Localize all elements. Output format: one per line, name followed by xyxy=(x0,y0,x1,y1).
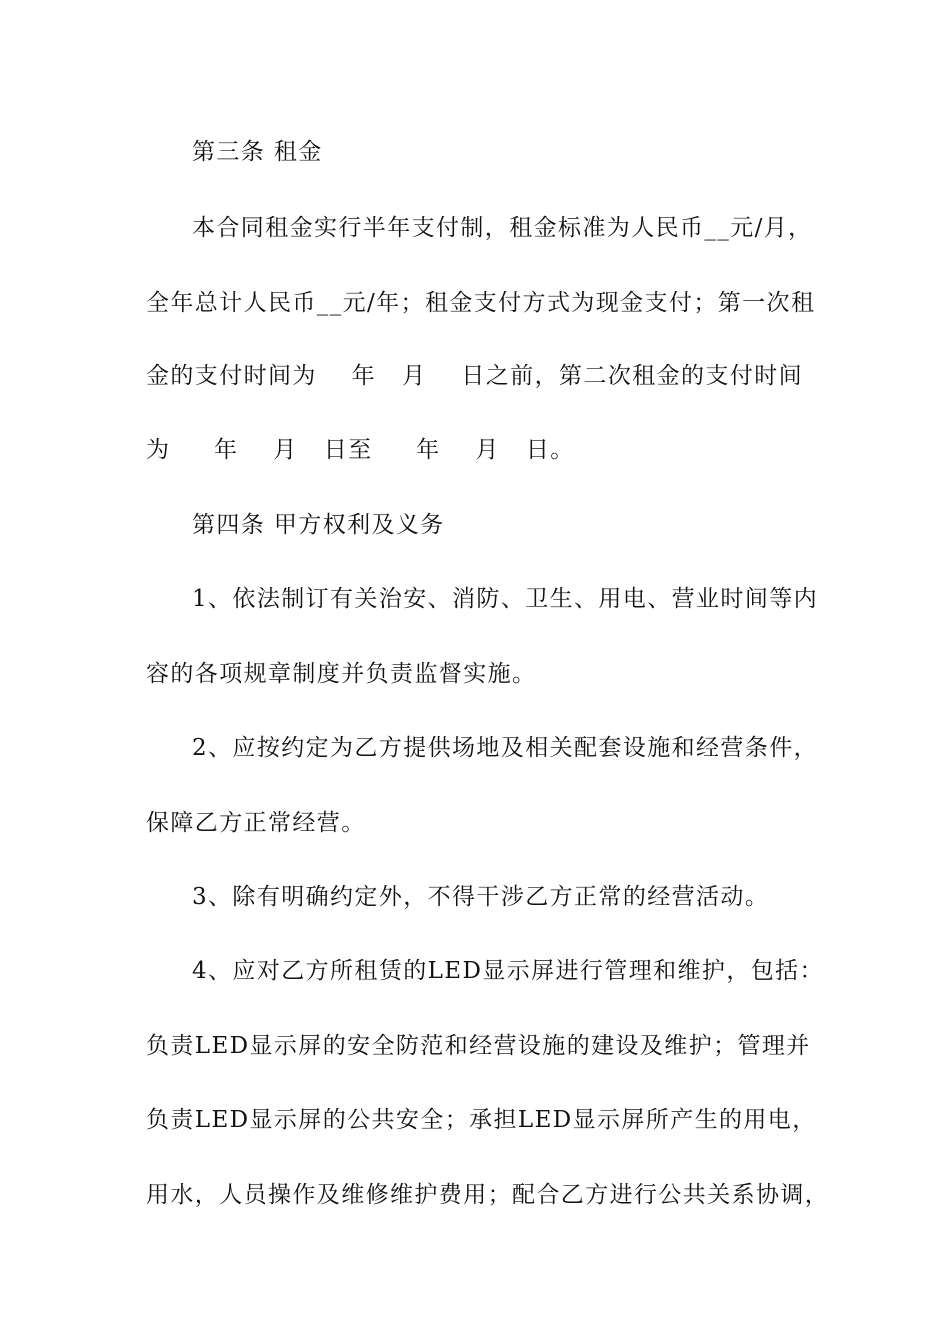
paragraph-line: 用水，人员操作及维修维护费用；配合乙方进行公共关系协调， xyxy=(146,1182,830,1208)
paragraph-line: 2、应按约定为乙方提供场地及相关配套设施和经营条件， xyxy=(192,735,819,761)
paragraph-line: 1、依法制订有关治安、消防、卫生、用电、营业时间等内 xyxy=(192,586,819,612)
paragraph-line: 负责LED显示屏的安全防范和经营设施的建设及维护；管理并 xyxy=(146,1033,811,1059)
paragraph-line: 容的各项规章制度并负责监督实施。 xyxy=(146,661,537,687)
article-4-heading: 第四条 甲方权利及义务 xyxy=(192,512,445,538)
paragraph-line: 全年总计人民币__元/年；租金支付方式为现金支付；第一次租 xyxy=(146,290,816,316)
paragraph-line: 保障乙方正常经营。 xyxy=(146,810,366,836)
paragraph-line: 本合同租金实行半年支付制，租金标准为人民币__元/月， xyxy=(192,215,813,241)
paragraph-line: 3、除有明确约定外，不得干涉乙方正常的经营活动。 xyxy=(192,884,770,910)
paragraph-line: 负责LED显示屏的公共安全；承担LED显示屏所产生的用电， xyxy=(146,1107,817,1133)
paragraph-line: 4、应对乙方所租赁的LED显示屏进行管理和维护，包括： xyxy=(192,958,824,984)
paragraph-line: 金的支付时间为 年 月 日之前，第二次租金的支付时间 xyxy=(146,363,804,389)
article-3-heading: 第三条 租金 xyxy=(192,139,323,165)
paragraph-line: 为 年 月 日至 年 月 日。 xyxy=(146,437,575,463)
